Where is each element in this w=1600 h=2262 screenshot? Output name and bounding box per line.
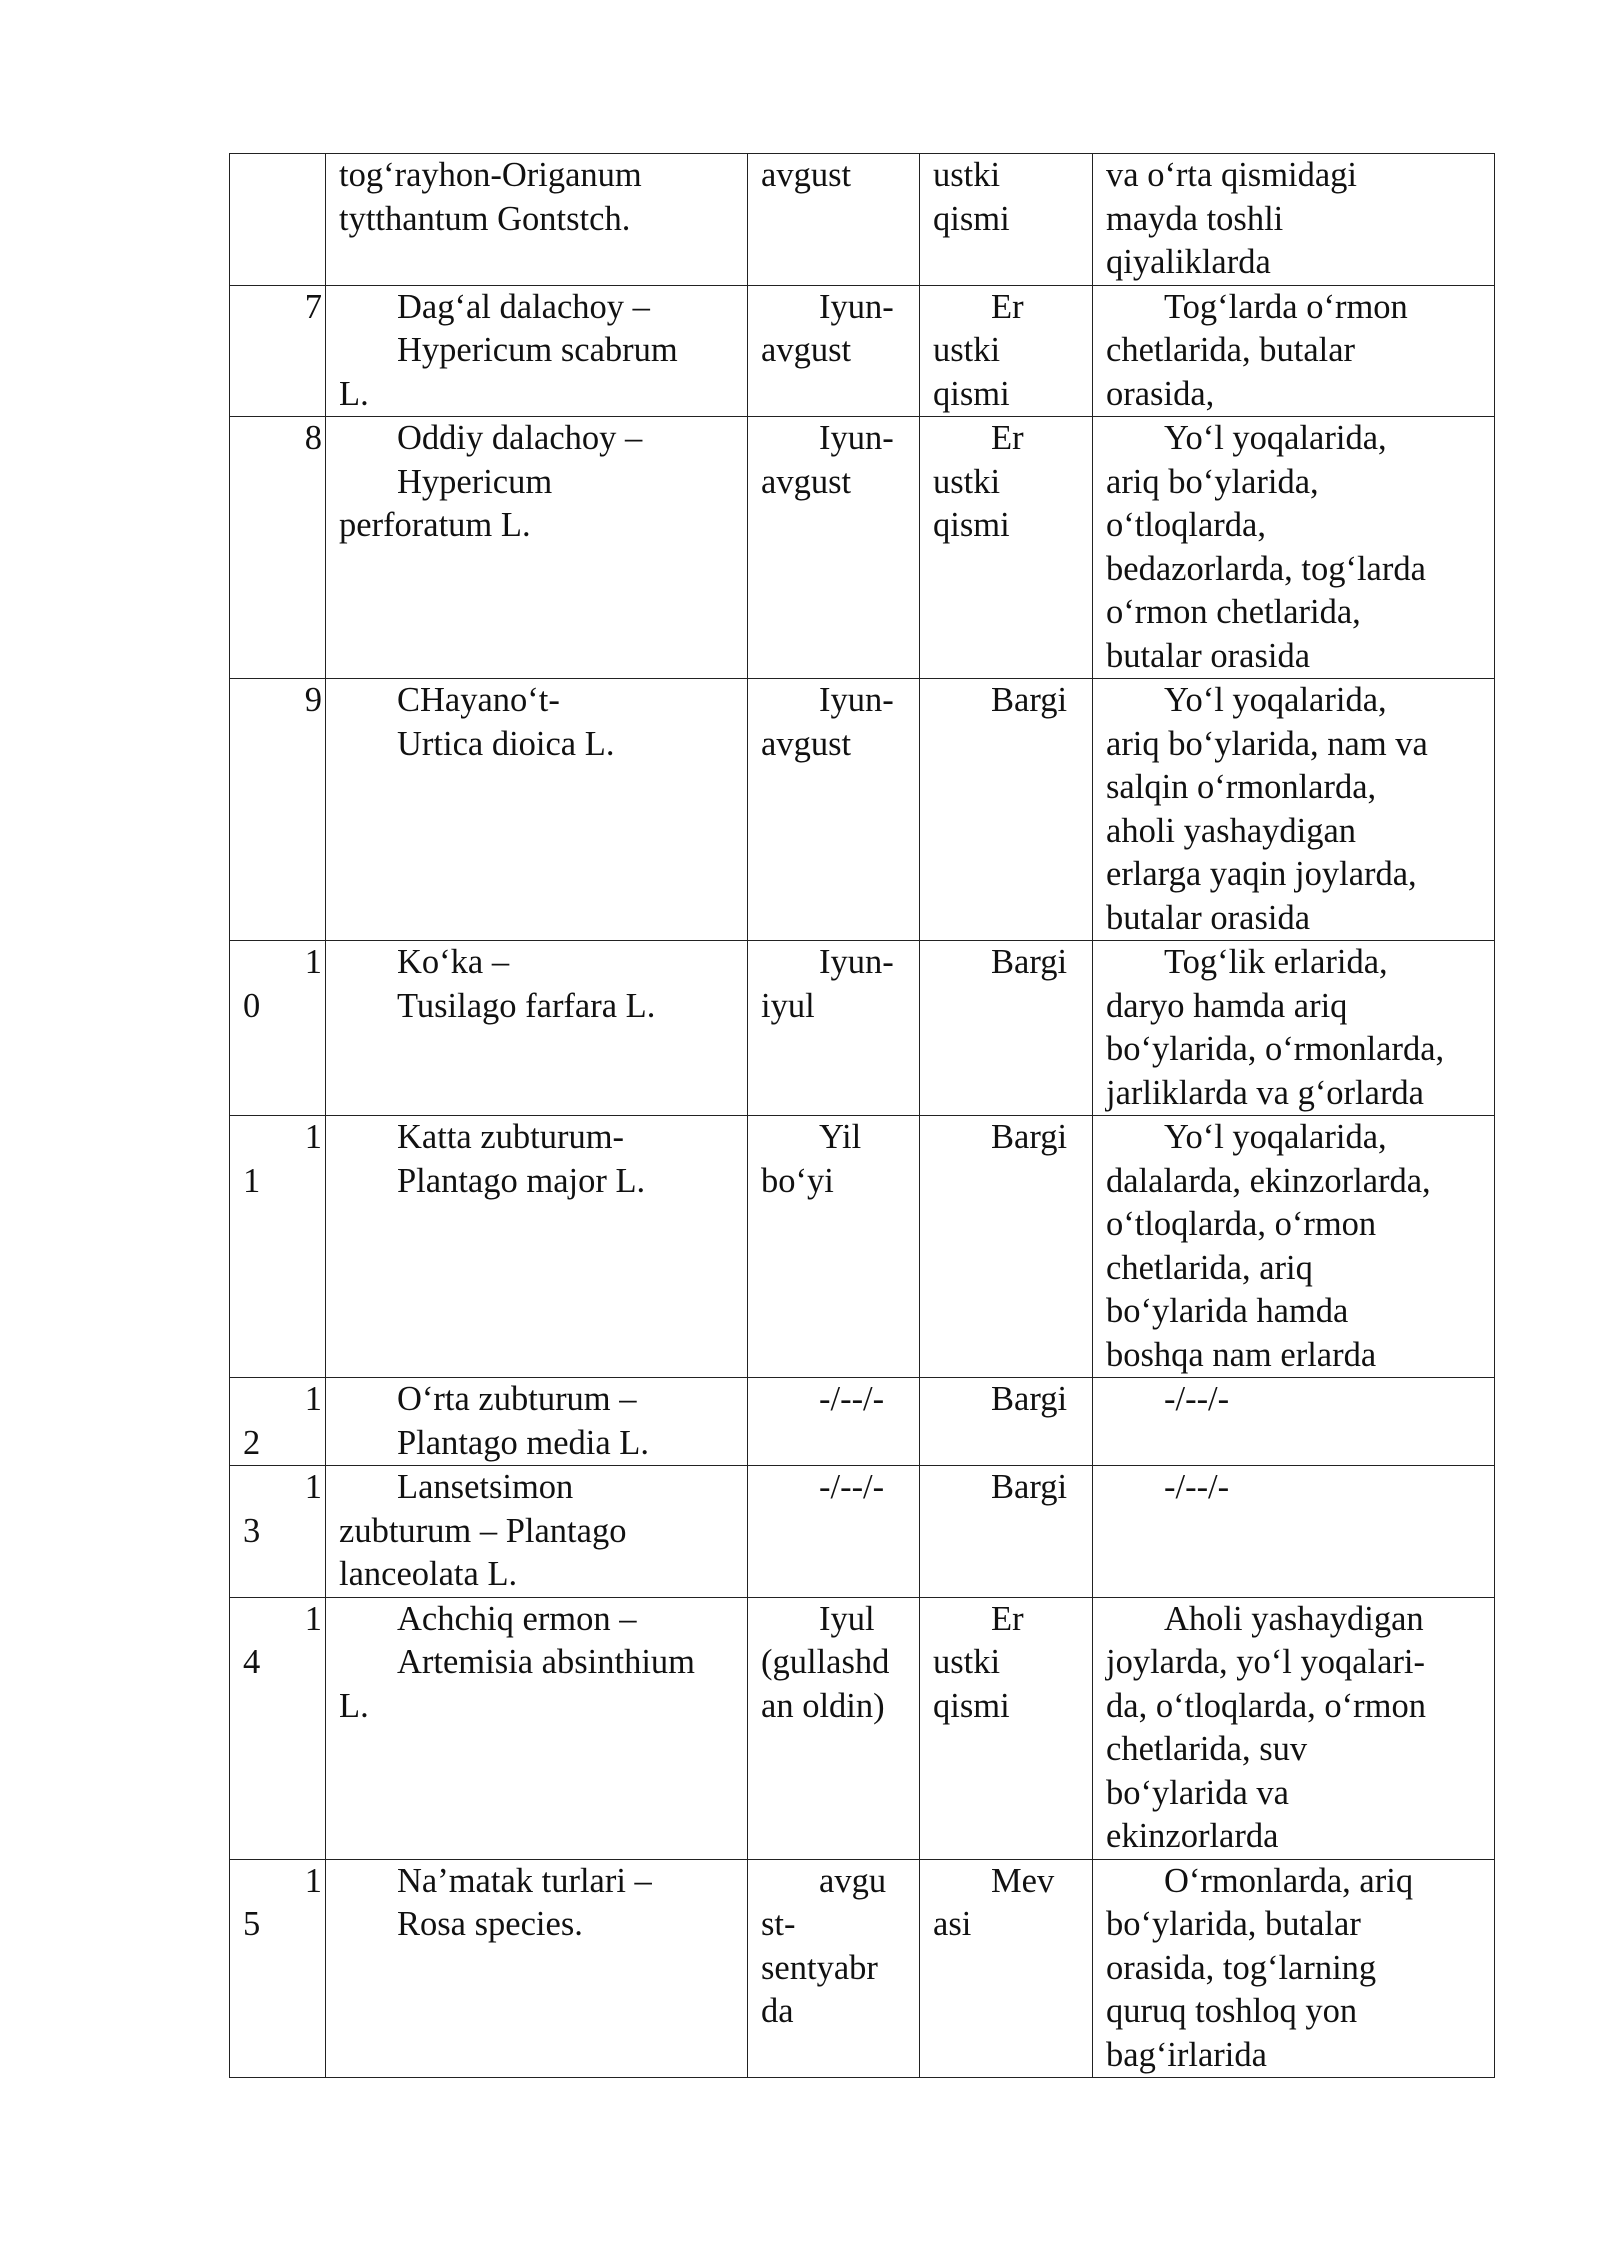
plant-name-line: Lansetsimon — [397, 1468, 574, 1506]
row-number-part-2: 2 — [243, 1423, 261, 1462]
collection-period-text: Iyun- avgust — [761, 419, 894, 501]
table-row — [230, 1859, 1495, 2078]
plant-name-cell — [326, 417, 748, 679]
collection-period-cell — [748, 417, 920, 679]
plant-part-cell — [920, 1466, 1093, 1598]
table-row — [230, 1597, 1495, 1859]
plant-name-line: O‘rta zubturum – — [397, 1380, 637, 1418]
habitat-text: Yo‘l yoqalarida, ariq bo‘ylarida, o‘tloqlarda, bedazorlarda, tog‘larda o‘rmon chetlarida, butalar orasida — [1106, 419, 1426, 675]
collection-period-text: avgust — [761, 156, 852, 194]
row-number-part-2: 5 — [243, 1905, 261, 1943]
row-number-cell — [230, 417, 326, 679]
habitat-cell — [1093, 1466, 1495, 1598]
row-number-cell — [230, 1859, 326, 2078]
plant-part-text: Er ustki qismi — [933, 1599, 1024, 1725]
plant-name-line: Urtica dioica L. — [397, 724, 615, 763]
plant-name-line: tog‘rayhon-Origanum — [339, 156, 642, 194]
plant-part-text: ustki qismi — [933, 156, 1010, 238]
plant-name-line: L. — [339, 374, 369, 413]
collection-period-text: Iyun- iyul — [761, 943, 894, 1025]
row-number-cell — [230, 679, 326, 941]
plant-part-text: Bargi — [991, 943, 1068, 981]
collection-period-cell — [748, 1597, 920, 1859]
plant-name-line: Katta zubturum- — [397, 1118, 625, 1156]
collection-period-cell — [748, 679, 920, 941]
medicinal-plants-table — [229, 153, 1495, 2078]
collection-period-cell — [748, 1378, 920, 1466]
plant-name-line: Hypericum — [397, 462, 553, 501]
plant-name-line: Na’matak turlari – — [397, 1861, 652, 1900]
plant-name-line: zubturum – Plantago — [339, 1511, 627, 1550]
habitat-cell — [1093, 1378, 1495, 1466]
plant-name-cell — [326, 285, 748, 417]
habitat-cell — [1093, 679, 1495, 941]
habitat-text: Aholi yashaydigan joylarda, yo‘l yoqalari- da, o‘tloqlarda, o‘rmon chetlarida, suv bo‘ylarida va ekinzorlarda — [1106, 1599, 1426, 1855]
row-number-part-1: 1 — [304, 1599, 322, 1638]
row-number-part-2: 1 — [243, 1161, 261, 1200]
plant-name-line: Achchiq ermon – — [397, 1599, 637, 1638]
plant-part-text: Bargi — [991, 1380, 1068, 1418]
plant-name-line: Hypericum scabrum — [397, 331, 678, 369]
row-number-part-1: 1 — [304, 1380, 322, 1418]
plant-name-cell — [326, 1597, 748, 1859]
collection-period-text: avgu st- sentyabr da — [761, 1861, 887, 2030]
table-row — [230, 941, 1495, 1116]
plant-part-cell — [920, 941, 1093, 1116]
plant-name-cell — [326, 1466, 748, 1598]
collection-period-cell — [748, 154, 920, 286]
collection-period-text: Yil bo‘yi — [761, 1118, 862, 1200]
habitat-cell — [1093, 941, 1495, 1116]
row-number-part-1: 1 — [304, 1118, 322, 1156]
row-number-part-2: 0 — [243, 986, 261, 1025]
plant-part-cell — [920, 417, 1093, 679]
plant-name-cell — [326, 154, 748, 286]
plant-part-cell — [920, 154, 1093, 286]
row-number-cell — [230, 285, 326, 417]
table-row — [230, 1116, 1495, 1378]
plant-part-cell — [920, 1859, 1093, 2078]
collection-period-cell — [748, 1859, 920, 2078]
habitat-text: -/--/- — [1164, 1380, 1230, 1418]
plant-name-line: Dag‘al dalachoy – — [397, 287, 650, 326]
table-row — [230, 679, 1495, 941]
plant-name-cell — [326, 1859, 748, 2078]
row-number-cell — [230, 1466, 326, 1598]
row-number-part-2: 4 — [243, 1643, 261, 1681]
habitat-text: O‘rmonlarda, ariq bo‘ylarida, butalar orasida, tog‘larning quruq toshloq yon bag‘irlarida — [1106, 1861, 1414, 2074]
collection-period-cell — [748, 285, 920, 417]
plant-part-cell — [920, 1378, 1093, 1466]
row-number-part-1: 1 — [304, 1861, 322, 1900]
row-number-cell — [230, 154, 326, 286]
table-row — [230, 1466, 1495, 1598]
habitat-cell — [1093, 1597, 1495, 1859]
collection-period-text: Iyun- avgust — [761, 287, 894, 369]
plant-name-cell — [326, 679, 748, 941]
plant-part-text: Mev asi — [933, 1861, 1055, 1943]
collection-period-text: -/--/- — [819, 1468, 885, 1506]
table-row — [230, 154, 1495, 286]
table-body — [230, 154, 1495, 2078]
habitat-cell — [1093, 1859, 1495, 2078]
row-number-part-2: 3 — [243, 1511, 261, 1550]
plant-part-text: Bargi — [991, 1468, 1068, 1506]
habitat-text: -/--/- — [1164, 1468, 1230, 1506]
habitat-text: Yo‘l yoqalarida, ariq bo‘ylarida, nam va salqin o‘rmonlarda, aholi yashaydigan erlarga yaqin joylarda, butalar orasida — [1106, 681, 1428, 937]
table-row — [230, 1378, 1495, 1466]
row-number-part-1: 1 — [304, 1468, 322, 1506]
plant-part-cell — [920, 1597, 1093, 1859]
habitat-cell — [1093, 417, 1495, 679]
collection-period-text: Iyul (gullashd an oldin) — [761, 1599, 890, 1725]
habitat-text: Tog‘lik erlarida, daryo hamda ariq bo‘ylarida, o‘rmonlarda, jarliklarda va g‘orlarda — [1106, 943, 1445, 1112]
plant-name-line: Oddiy dalachoy – — [397, 419, 643, 457]
row-number-part-1: 7 — [304, 287, 322, 326]
row-number-cell — [230, 1378, 326, 1466]
plant-name-line: CHayano‘t- — [397, 681, 560, 719]
row-number-part-1: 8 — [304, 419, 322, 457]
habitat-cell — [1093, 154, 1495, 286]
table-row — [230, 285, 1495, 417]
habitat-cell — [1093, 285, 1495, 417]
plant-part-cell — [920, 285, 1093, 417]
plant-name-line: Plantago major L. — [397, 1161, 646, 1200]
plant-name-line: perforatum L. — [339, 506, 531, 544]
row-number-cell — [230, 941, 326, 1116]
plant-part-cell — [920, 679, 1093, 941]
plant-name-line: Artemisia absinthium — [397, 1643, 696, 1681]
plant-part-text: Bargi — [991, 1118, 1068, 1156]
habitat-text: va o‘rta qismidagi mayda toshli qiyaliklarda — [1106, 156, 1358, 281]
plant-name-line: L. — [339, 1686, 369, 1725]
collection-period-cell — [748, 941, 920, 1116]
habitat-cell — [1093, 1116, 1495, 1378]
plant-part-cell — [920, 1116, 1093, 1378]
collection-period-cell — [748, 1466, 920, 1598]
plant-name-cell — [326, 1378, 748, 1466]
habitat-text: Yo‘l yoqalarida, dalalarda, ekinzorlarda, o‘tloqlarda, o‘rmon chetlarida, ariq bo‘ylarida hamda boshqa nam erlarda — [1106, 1118, 1431, 1374]
collection-period-text: Iyun- avgust — [761, 681, 894, 763]
plant-name-line: Tusilago farfara L. — [397, 986, 656, 1025]
plant-name-line: Plantago media L. — [397, 1423, 649, 1462]
plant-name-line: tytthantum Gontstch. — [339, 199, 631, 238]
plant-name-line: lanceolata L. — [339, 1555, 518, 1593]
table-row — [230, 417, 1495, 679]
plant-name-cell — [326, 1116, 748, 1378]
plant-name-line: Ko‘ka – — [397, 943, 510, 981]
row-number-cell — [230, 1597, 326, 1859]
habitat-text: Tog‘larda o‘rmon chetlarida, butalar orasida, — [1106, 287, 1408, 413]
row-number-part-1: 9 — [304, 681, 322, 719]
plant-part-text: Er ustki qismi — [933, 419, 1024, 544]
plant-part-text: Bargi — [991, 681, 1068, 719]
row-number-part-1: 1 — [304, 943, 322, 981]
collection-period-cell — [748, 1116, 920, 1378]
plant-part-text: Er ustki qismi — [933, 287, 1024, 413]
plant-name-line: Rosa species. — [397, 1905, 583, 1943]
collection-period-text: -/--/- — [819, 1380, 885, 1418]
plant-name-cell — [326, 941, 748, 1116]
row-number-cell — [230, 1116, 326, 1378]
